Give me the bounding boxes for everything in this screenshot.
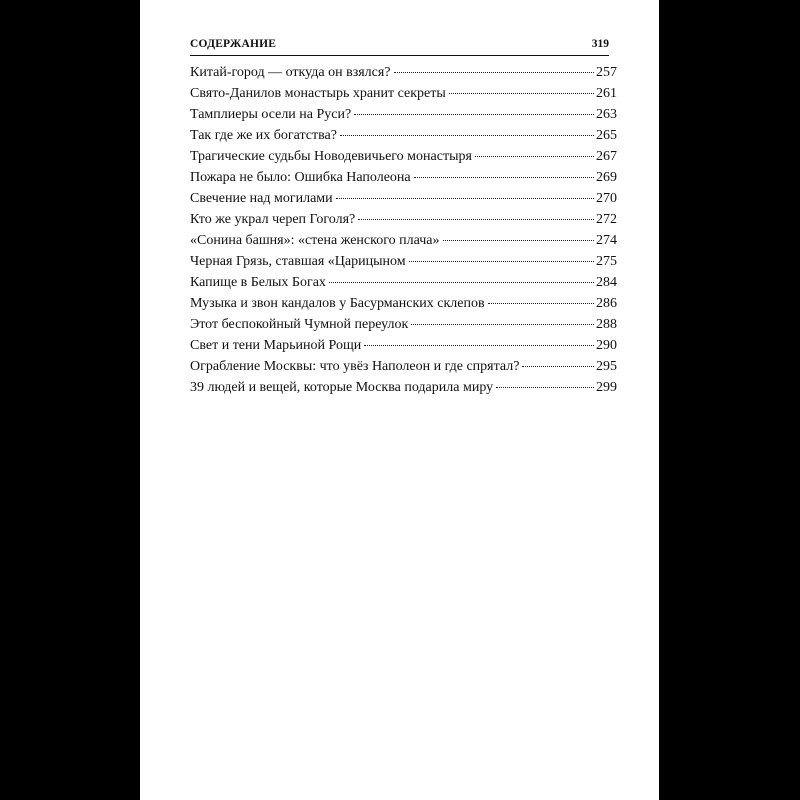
toc-entry <box>190 167 617 188</box>
toc-entry-title: Черная Грязь, ставшая «Царицыном <box>190 254 406 269</box>
toc-entry-page: 261 <box>596 86 617 101</box>
toc-entry <box>190 83 617 104</box>
dot-leader <box>443 240 595 241</box>
toc-entry-page: 265 <box>596 128 617 143</box>
toc-entry-page: 284 <box>596 275 617 290</box>
toc-entry <box>190 314 617 335</box>
toc-entry-title: 39 людей и вещей, которые Москва подарила миру <box>190 380 494 395</box>
toc-entry-title: Свято-Данилов монастырь хранит секреты <box>190 86 446 101</box>
toc-entry-title: Ограбление Москвы: что увёз Наполеон и где спрятал? <box>190 359 520 374</box>
toc-entry <box>190 335 617 356</box>
toc-entry-page: 263 <box>596 107 617 122</box>
toc-entry-page: 295 <box>596 359 617 374</box>
toc-entry-title: Кто же украл череп Гоголя? <box>190 212 356 227</box>
table-of-contents <box>190 62 617 398</box>
toc-entry-title: Этот беспокойный Чумной переулок <box>190 317 409 332</box>
toc-entry-title: Музыка и звон кандалов у Басурманских склепов <box>190 296 485 311</box>
page-number: 319 <box>591 38 609 50</box>
toc-entry <box>190 230 617 251</box>
dot-leader <box>394 72 594 73</box>
book-page <box>140 0 659 800</box>
toc-entry-page: 286 <box>596 296 617 311</box>
dot-leader <box>354 114 594 115</box>
toc-entry-page: 290 <box>596 338 617 353</box>
toc-entry-page: 270 <box>596 191 617 206</box>
dot-leader <box>409 261 594 262</box>
dot-leader <box>414 177 594 178</box>
toc-entry-title: Так где же их богатства? <box>190 128 337 143</box>
running-head <box>190 38 609 54</box>
dot-leader <box>329 282 594 283</box>
toc-entry-page: 299 <box>596 380 617 395</box>
toc-entry-page: 257 <box>596 65 617 80</box>
dot-leader <box>488 303 594 304</box>
toc-entry-page: 274 <box>596 233 617 248</box>
toc-entry-title: Трагические судьбы Новодевичьего монастыря <box>190 149 472 164</box>
left-margin <box>0 0 140 800</box>
toc-entry <box>190 104 617 125</box>
toc-entry-page: 269 <box>596 170 617 185</box>
toc-entry <box>190 62 617 83</box>
toc-entry-title: Капище в Белых Богах <box>190 275 326 290</box>
toc-entry-page: 267 <box>596 149 617 164</box>
dot-leader <box>364 345 594 346</box>
toc-entry-title: Свет и тени Марьиной Рощи <box>190 338 362 353</box>
dot-leader <box>411 324 594 325</box>
toc-entry-page: 272 <box>596 212 617 227</box>
toc-entry-page: 288 <box>596 317 617 332</box>
toc-entry <box>190 209 617 230</box>
right-margin <box>659 0 800 800</box>
toc-entry <box>190 188 617 209</box>
toc-entry <box>190 272 617 293</box>
dot-leader <box>475 156 594 157</box>
toc-entry-title: Тамплиеры осели на Руси? <box>190 107 352 122</box>
dot-leader <box>522 366 594 367</box>
toc-entry-title: Свечение над могилами <box>190 191 333 206</box>
dot-leader <box>449 93 594 94</box>
dot-leader <box>340 135 594 136</box>
dot-leader <box>496 387 594 388</box>
toc-entry <box>190 251 617 272</box>
dot-leader <box>358 219 594 220</box>
toc-entry-title: «Сонина башня»: «стена женского плача» <box>190 233 440 248</box>
toc-entry <box>190 377 617 398</box>
toc-entry-title: Пожара не было: Ошибка Наполеона <box>190 170 411 185</box>
toc-entry <box>190 125 617 146</box>
dot-leader <box>336 198 594 199</box>
running-title: СОДЕРЖАНИЕ <box>190 38 277 50</box>
toc-entry-title: Китай-город — откуда он взялся? <box>190 65 391 80</box>
toc-entry <box>190 293 617 314</box>
header-rule <box>190 55 609 56</box>
toc-entry <box>190 356 617 377</box>
toc-entry <box>190 146 617 167</box>
toc-entry-page: 275 <box>596 254 617 269</box>
